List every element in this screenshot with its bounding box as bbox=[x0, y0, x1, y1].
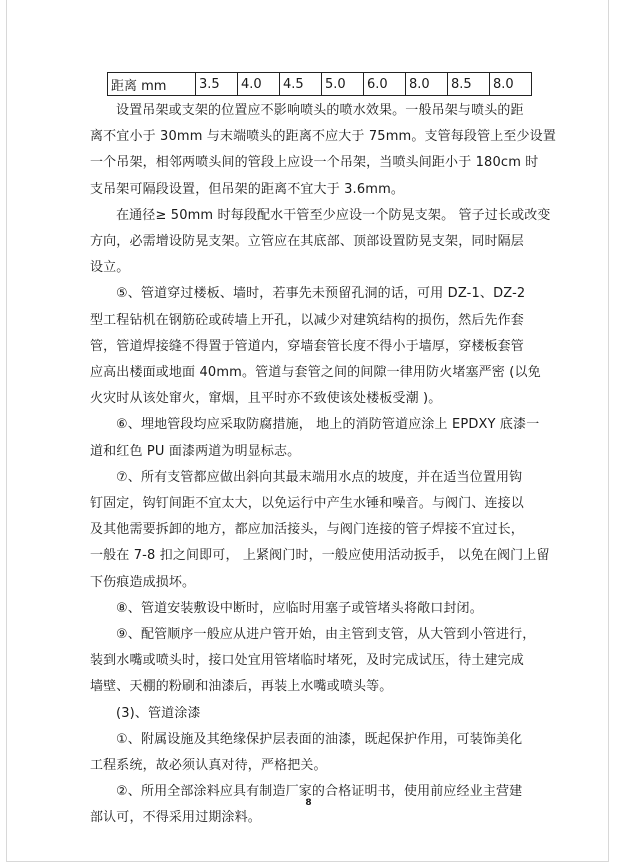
text-line: 钉固定，钩钉间距不宜太大，以免运行中产生水锤和噪音。与阀门、连接以 bbox=[90, 496, 524, 512]
table-row bbox=[108, 73, 532, 96]
text-line: 在通径≥ 50mm 时每段配水干管至少应设一个防晃支架。 管子过长或改变 bbox=[116, 207, 551, 223]
text-line: 部认可，不得采用过期涂料。 bbox=[90, 810, 261, 826]
table-cell: 6.0 bbox=[364, 73, 406, 96]
table-cell: 5.0 bbox=[322, 73, 364, 96]
text-line: 一般在 7-8 扣之间即可， 上紧阀门时，一般应使用活动扳手， 以免在阀门上留 bbox=[90, 548, 550, 564]
table-cell: 4.5 bbox=[280, 73, 322, 96]
text-line: ⑦、所有支管都应做出斜向其最末端用水点的坡度，并在适当位置用钩 bbox=[116, 469, 523, 485]
table-cell: 8.0 bbox=[490, 73, 532, 96]
text-line: 支吊架可隔段设置，但吊架的距离不宜大于 3.6mm。 bbox=[90, 181, 405, 197]
text-line: ⑨、配管顺序一般应从进户管开始，由主管到支管，从大管到小管进行， bbox=[116, 627, 536, 643]
text-line: 装到水嘴或喷头时，接口处宜用管堵临时堵死，及时完成试压，待土建完成 bbox=[90, 653, 524, 669]
table-label-cell: 距离 mm bbox=[108, 73, 196, 96]
text-line: ⑥、埋地管段均应采取防腐措施， 地上的消防管道应涂上 EPDXY 底漆一 bbox=[116, 417, 540, 433]
text-line: 方向，必需增设防晃支架。立管应在其底部、顶部设置防晃支架，同时隔层 bbox=[90, 234, 524, 250]
text-line: 设置吊架或支架的位置应不影响喷头的喷水效果。一般吊架与喷头的距 bbox=[116, 103, 524, 118]
text-line: 工程系统，故必须认真对待，严格把关。 bbox=[90, 758, 327, 774]
table-cell: 3.5 bbox=[196, 73, 238, 96]
document-body bbox=[90, 98, 568, 832]
text-line: 型工程钻机在钢筋砼或砖墙上开孔，以减少对建筑结构的损伤，然后先作套 bbox=[90, 312, 524, 328]
text-line: 下伤痕造成损坏。 bbox=[90, 574, 196, 590]
table-cell: 8.0 bbox=[406, 73, 448, 96]
page-number: 8 bbox=[305, 798, 312, 808]
text-line: ⑤、管道穿过楼板、墙时，若事先未预留孔洞的话，可用 DZ-1、DZ-2 bbox=[116, 286, 526, 302]
text-line: 设立。 bbox=[90, 260, 130, 276]
text-line: ⑧、管道安装敷设中断时，应临时用塞子或管堵头将敞口封闭。 bbox=[116, 600, 483, 616]
text-line: ②、所用全部涂料应具有制造厂家的合格证明书，使用前应经业主营建 bbox=[116, 784, 523, 800]
spacing-table bbox=[107, 72, 532, 96]
text-line: (3)、管道涂漆 bbox=[116, 705, 201, 721]
text-line: 一个吊架，相邻两喷头间的管段上应设一个吊架，当喷头间距小于 180cm 时 bbox=[90, 155, 539, 171]
text-line: 应高出楼面或地面 40mm。管道与套管之间的间隙一律用防火堵塞严密 (以免 bbox=[90, 365, 541, 381]
text-line: 火灾时从该处窜火，窜烟，且平时亦不致使该处楼板受潮 )。 bbox=[90, 391, 442, 407]
text-line: 管，管道焊接缝不得置于管道内，穿墙套管长度不得小于墙厚，穿楼板套管 bbox=[90, 338, 524, 354]
table-cell: 4.0 bbox=[238, 73, 280, 96]
text-line: 道和红色 PU 面漆两道为明显标志。 bbox=[90, 443, 301, 459]
table-cell: 8.5 bbox=[448, 73, 490, 96]
text-line: ①、附属设施及其绝缘保护层表面的油漆，既起保护作用，可装饰美化 bbox=[116, 731, 523, 747]
text-line: 墙壁、天棚的粉刷和油漆后，再装上水嘴或喷头等。 bbox=[90, 679, 393, 695]
text-line: 离不宜小于 30mm 与末端喷头的距离不应大于 75mm。支管每段管上至少设置 bbox=[90, 129, 556, 145]
text-line: 及其他需要拆卸的地方，都应加活接头，与阀门连接的管子焊接不宜过长， bbox=[90, 522, 524, 538]
